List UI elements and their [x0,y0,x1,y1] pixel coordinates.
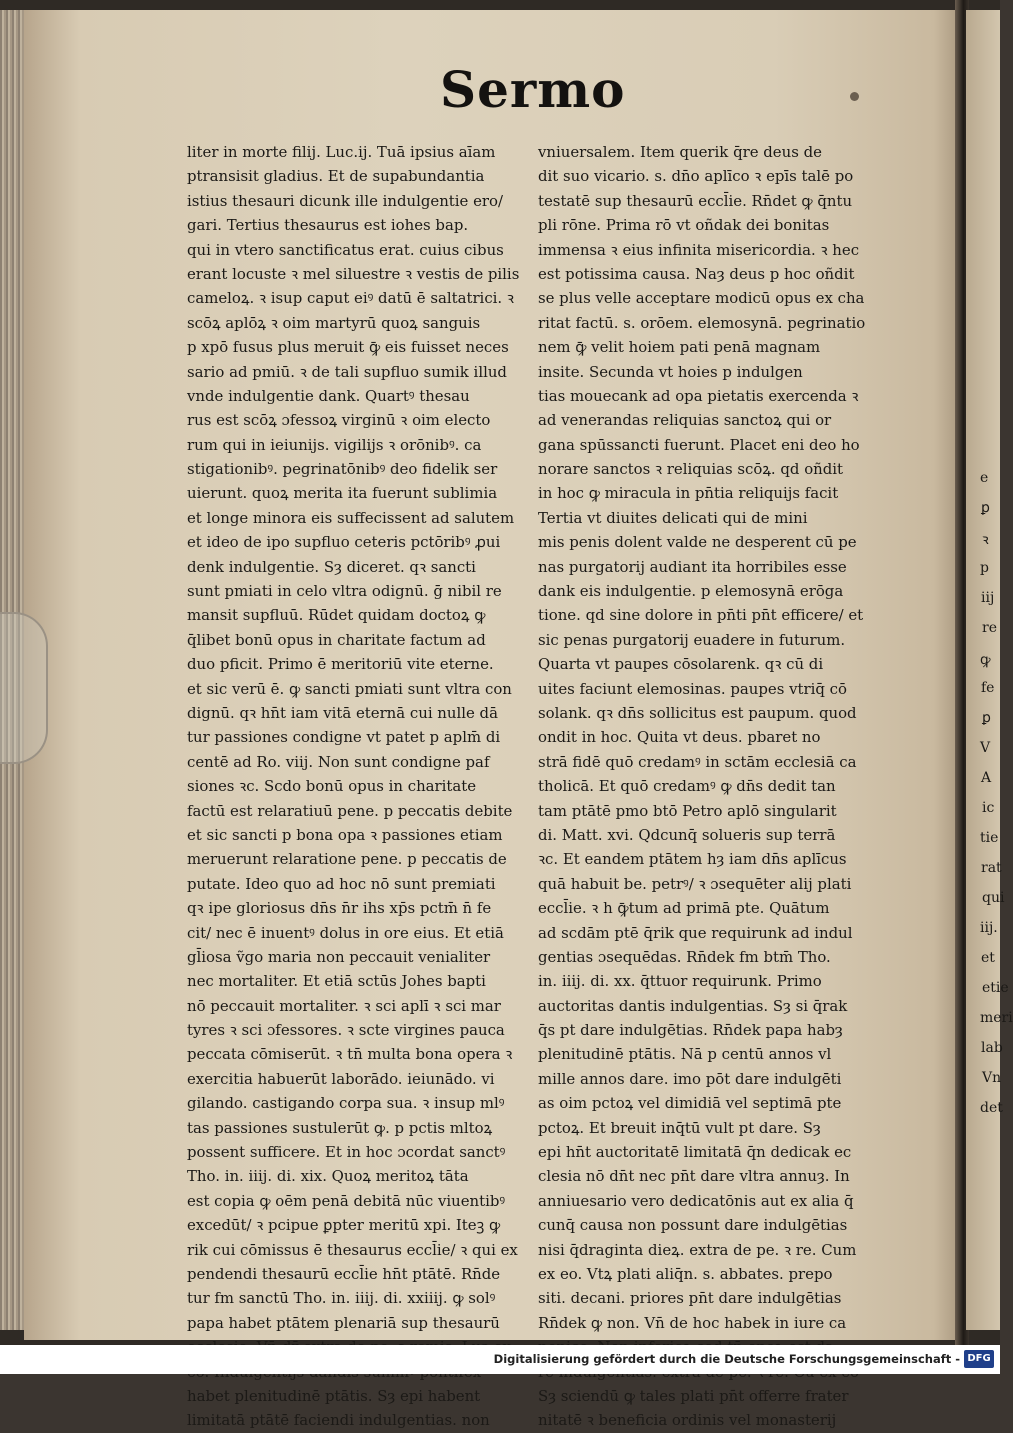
text-line: stigationibꝰ. pegrinatōnibꝰ deo fidelik ser [187,460,498,479]
text-line: nitatē ꝛ beneficia ordinis vel monasterij [538,1411,837,1430]
text-line: in hoc ꝙ miracula in pn̄tia reliquijs facit [538,484,839,503]
footer-bar [0,1345,1000,1374]
text-line: tas passiones sustulerūt ꝙ. p pctis mltoꝝ [187,1118,493,1137]
facing-page-fragment: tie [980,830,999,846]
text-line: dank eis indulgentie. p elemosynā erōga [538,582,844,601]
text-line: excedūt/ ꝛ pcipue ꝑpter meritū xpi. Iteꝫ ꝙ [187,1216,501,1235]
text-line: Quarta vt paupes cōsolarenk. qꝛ cū di [538,655,824,674]
text-line: dit suo vicario. s. dn̄o aplīco ꝛ epīs talē po [538,167,854,186]
facing-page-fragment: meri [980,1010,1013,1026]
text-line: uierunt. quoꝝ merita ita fuerunt sublimia [187,484,498,503]
text-line: solank. qꝛ dn̄s sollicitus est paupum. quod [538,703,857,722]
text-line: ad venerandas reliquias sanctoꝝ qui or [538,411,832,430]
text-line: denk indulgentie. Sȝ diceret. qꝛ sancti [187,557,476,576]
text-line: sic penas purgatorij euadere in futurum. [538,630,846,649]
text-line: tam ptātē pmo btō Petro aplō singularit [538,801,837,820]
facing-page-fragment: V [980,740,991,756]
text-line: ꝛc. Et eandem ptātem hȝ iam dn̄s aplīcus [538,850,847,869]
text-line: nō peccauit mortaliter. ꝛ sci aplī ꝛ sci mar [187,996,501,1015]
text-line: di. Matt. xvi. Qdcunq̄ solueris sup terrā [538,825,836,844]
text-column-left [187,140,522,1433]
text-line: se plus velle acceptare modicū opus ex cha [538,289,865,308]
text-line: as oim pctoꝝ vel dimidiā vel septimā pte [538,1094,842,1113]
text-line: possent sufficere. Et in hoc ɔcordat sanctꝰ [187,1143,506,1162]
text-line: ritat factū. s. orōem. elemosynā. pegrinatio [538,313,866,332]
text-line: ad scdām ptē q̄rik que requirunk ad indul [538,923,853,942]
text-line: tias mouecank ad opa pietatis exercenda ꝛ [538,386,859,405]
text-line: rik cui cōmissus ē thesaurus eccl̄ie/ ꝛ qui ex [187,1240,518,1259]
text-line: tyres ꝛ sci ɔfessores. ꝛ scte virgines pauca [187,1021,505,1040]
text-line: meruerunt relaratione pene. p peccatis de [187,850,507,869]
text-line: duo pficit. Primo ē meritoriū vite eterne. [187,655,494,674]
text-line: norare sanctos ꝛ reliquias scōꝝ. qd oñdit [538,460,844,479]
text-line: sunt pmiati in celo vltra odignū. ḡ nibil re [187,582,502,601]
facing-page-fragment: ꝛ [982,532,989,548]
text-line: et ideo de ipo supfluo ceteris pctōribꝰ ꝓui [187,533,501,552]
text-line: siones ꝛc. Scdo bonū opus in charitate [187,777,477,796]
text-line: uites faciunt elemosinas. paupes vtriq̄ cō [538,679,847,698]
facing-page-fragment: ꝑ [981,500,990,516]
text-line: nisi q̄draginta dieꝝ. extra de pe. ꝛ re. Cum [538,1240,857,1259]
text-line: siti. decani. priores pn̄t dare indulgētias [538,1289,842,1308]
text-line: Rn̄dek ꝙ non. Vn̄ de hoc habek in iure ca [538,1313,847,1332]
text-line: Tertia vt diuites delicati qui de mini [538,508,808,527]
text-line: rum qui in ieiunijs. vigilijs ꝛ orōnibꝰ. ca [187,435,482,454]
text-line: strā fidē quō credamꝰ in sctām ecclesiā ca [538,752,857,771]
text-line: gentias ɔsequēdas. Rn̄dek fm btm̄ Tho. [538,947,831,966]
text-line: immensa ꝛ eius infinita misericordia. ꝛ hec [538,240,860,259]
text-line: papa habet ptātem plenariā sup thesaurū [187,1313,500,1332]
text-line: sario ad pmiū. ꝛ de tali supfluo sumik illud [187,362,507,381]
text-line: rus est scōꝝ ɔfessoꝝ virginū ꝛ oim electo [187,411,491,430]
facing-page-fragment: ꝑ [982,710,991,726]
facing-page-fragment: p [980,560,989,576]
text-line: gl̄iosa ṽgo maria non peccauit venialiter [187,947,491,966]
text-line: factū est relaratiuū pene. p peccatis debite [187,801,513,820]
text-line: gana spūssancti fuerunt. Placet eni deo ho [538,435,860,454]
text-line: quā habuit be. petrꝰ/ ꝛ ɔsequēter alij plati [538,874,852,893]
facing-page-fragment: e [980,470,989,486]
text-line: qui in vtero sanctificatus erat. cuius cibus [187,240,504,259]
facing-page-fragment: det [980,1100,1003,1116]
text-line: tur passiones condigne vt patet p aplm̄ di [187,728,501,747]
text-line: mansit supfluū. Rūdet quidam doctoꝝ ꝙ [187,606,486,625]
text-line: plenitudinē ptātis. Nā p centū annos vl [538,1045,832,1064]
text-line: scōꝝ aplōꝝ ꝛ oim martyrū quoꝝ sanguis [187,313,481,332]
text-line: putate. Ideo quo ad hoc nō sunt premiati [187,874,496,893]
text-line: qꝛ ipe gloriosus dn̄s n̄r ihs xp̄s pctm̄ n̄ fe [187,899,492,918]
text-line: Tho. in. iiij. di. xix. Quoꝝ meritoꝝ tāta [187,1167,469,1186]
text-line: est potissima causa. Naȝ deus p hoc oñdit [538,264,855,283]
text-line: anniuesario vero dedicatōnis aut ex alia q̄ [538,1191,854,1210]
text-line: nem ꝙ̄ velit hoiem pati penā magnam [538,338,821,357]
text-line: cit/ nec ē inuentꝰ dolus in ore eius. Et etiā [187,923,504,942]
text-line: in. iiij. di. xx. q̄ttuor requirunk. Primo [538,972,822,991]
ornament-dot [850,92,859,101]
text-line: mille annos dare. imo pōt dare indulgēti [538,1069,842,1088]
text-line: mis penis dolent valde ne desperent cū pe [538,533,857,552]
text-line: tur fm sanctū Tho. in. iiij. di. xxiiij. ꝙ solꝰ [187,1289,496,1308]
text-line: erant locuste ꝛ mel siluestre ꝛ vestis de pilis [187,264,520,283]
text-line: istius thesauri dicunk ille indulgentie ero/ [187,191,504,210]
funding-credit: Digitalisierung gefördert durch die Deutsche Forschungsgemeinschaft - [493,1352,960,1366]
text-line: nec mortaliter. Et etiā sctūs Johes bapti [187,972,486,991]
text-line: cunq̄ causa non possunt dare indulgētias [538,1216,848,1235]
text-line: exercitia habuerūt laborādo. ieiunādo. vi [187,1069,495,1088]
text-line: gilando. castigando corpa sua. ꝛ insup mlꝰ [187,1094,505,1113]
text-line: ondit in hoc. Quita vt deus. pbaret no [538,728,821,747]
text-line: centē ad Ro. viij. Non sunt condigne paf [187,752,490,771]
text-line: limitatā ptātē faciendi indulgentias. non [187,1411,490,1430]
text-line: et sic verū ē. ꝙ sancti pmiati sunt vltra con [187,679,512,698]
text-line: est copia ꝙ oēm penā debitā nūc viuentibꝰ [187,1191,506,1210]
text-line: et longe minora eis suffecissent ad salutem [187,508,515,527]
text-line: tione. qd sine dolore in pn̄ti pn̄t efficere/ et [538,606,864,625]
facing-page-fragment: iij. [980,920,998,936]
text-line: Sȝ sciendū ꝙ tales plati pn̄t offerre frater [538,1386,849,1405]
text-line: pendendi thesaurū eccl̄ie hn̄t ptātē. Rn̄de [187,1264,501,1283]
text-line: ptransisit gladius. Et de supabundantia [187,167,485,186]
text-line: vniuersalem. Item querik q̄re deus de [538,143,822,161]
facing-page-fragment: re [982,620,997,636]
text-line: pctoꝝ. Et breuit inq̄tū vult pt dare. Sȝ [538,1118,821,1137]
text-line: eccl̄ie. ꝛ h ꝙ̄tum ad primā pte. Quātum [538,899,830,918]
text-line: gari. Tertius thesaurus est iohes bap. [187,216,469,235]
text-column-right [538,140,868,1433]
facing-page-fragment: lab [981,1040,1003,1056]
facing-page-fragment: rat [981,860,1002,876]
facing-page-edge [966,10,1000,1330]
facing-page-fragment: et [981,950,995,966]
page-clip-holder [0,612,48,764]
facing-page-fragment: iij [981,590,995,606]
text-line: q̄libet bonū opus in charitate factum ad [187,630,486,649]
facing-page-fragment: qui [982,890,1005,906]
text-line: q̄s pt dare indulgētias. Rn̄dek papa habȝ [538,1021,843,1040]
text-line: clesia nō dn̄t nec pn̄t dare vltra annuȝ. In [538,1167,850,1186]
text-line: tholicā. Et quō credamꝰ ꝙ dn̄s dedit tan [538,777,836,796]
text-line: insite. Secunda vt hoies p indulgen [538,362,803,381]
text-line: vnde indulgentie dank. Quartꝰ thesau [187,386,470,405]
text-line: ex eo. Vtꝝ plati aliq̄n. s. abbates. prepo [538,1264,833,1283]
facing-page-fragment: A [981,770,992,786]
text-line: cameloꝝ. ꝛ isup caput eiꝰ datū ē saltatrici. ꝛ [187,289,514,308]
text-line: habet plenitudinē ptātis. Sȝ epi habent [187,1386,481,1405]
text-line: nas purgatorij audiant ita horribiles esse [538,557,847,576]
text-line: epi hn̄t auctoritatē limitatā q̄n dedicak ec [538,1143,852,1162]
text-line: pli rōne. Prima rō vt oñdak dei bonitas [538,216,830,235]
facing-page-fragment: etie [982,980,1009,996]
facing-page-fragment: ic [982,800,995,816]
text-line: p xpō fusus plus meruit ꝙ̄ eis fuisset neces [187,338,509,357]
facing-page-fragment: fe [981,680,995,696]
dfg-logo: DFG [964,1350,994,1368]
facing-page-fragment: ꝙ [980,652,991,668]
text-line: et sic sancti p bona opa ꝛ passiones etiam [187,825,503,844]
text-line: testatē sup thesaurū eccl̄ie. Rn̄det ꝙ q̄ntu [538,191,853,210]
text-line: liter in morte filij. Luc.ij. Tuā ipsius aīam [187,143,496,161]
text-line: peccata cōmiserūt. ꝛ tn̄ multa bona opera ꝛ [187,1045,513,1064]
text-line: dignū. qꝛ hn̄t iam vitā eternā cui nulle dā [187,703,498,722]
page-heading: Sermo [440,60,626,119]
text-line: auctoritas dantis indulgentias. Sȝ si q̄rak [538,996,848,1015]
facing-page-fragment: Vn [982,1070,1002,1086]
